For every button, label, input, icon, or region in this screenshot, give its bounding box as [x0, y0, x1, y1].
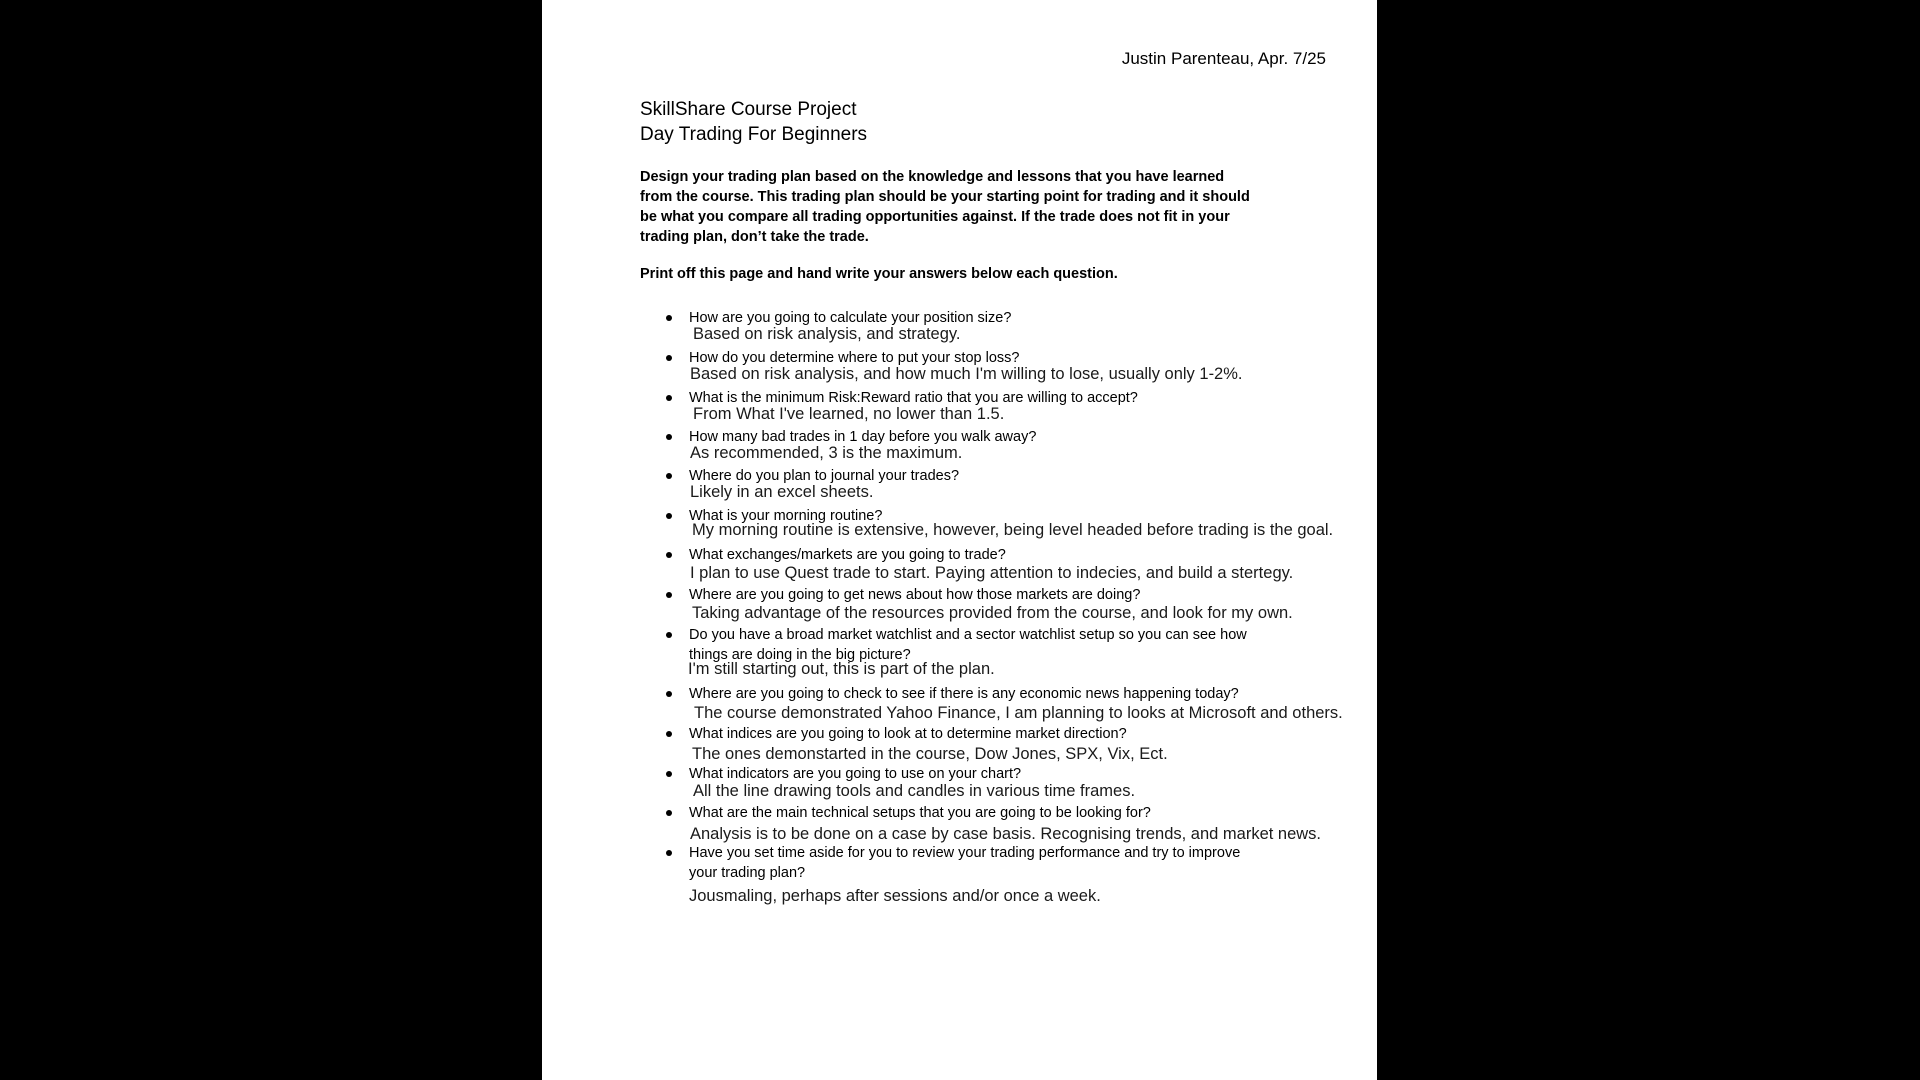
answer-text: I'm still starting out, this is part of the plan.: [688, 660, 995, 678]
author-date-line: Justin Parenteau, Apr. 7/25: [1121, 49, 1326, 68]
question-text: Where are you going to check to see if there is any economic news happening today?: [689, 686, 1239, 702]
bullet-icon: [666, 513, 672, 519]
bullet-icon: [666, 731, 672, 737]
title-line-2: Day Trading For Beginners: [640, 124, 868, 145]
question-text: What exchanges/markets are you going to trade?: [689, 547, 1006, 563]
intro-line: from the course. This trading plan should be your starting point for trading and it should: [640, 189, 1250, 205]
bullet-icon: [666, 691, 672, 697]
question-text: things are doing in the big picture?: [689, 647, 911, 663]
title-line-1: SkillShare Course Project: [640, 99, 857, 120]
question-text: your trading plan?: [689, 865, 806, 881]
question-text: What is the minimum Risk:Reward ratio that you are willing to accept?: [689, 390, 1138, 406]
list-item: [640, 625, 1370, 681]
intro-line: Design your trading plan based on the knowledge and lessons that you have learned: [640, 169, 1225, 185]
bullet-icon: [666, 632, 672, 638]
question-text: Where do you plan to journal your trades?: [689, 468, 960, 484]
list-item: [640, 348, 1370, 384]
instruction-line: Print off this page and hand write your answers below each question.: [640, 266, 1118, 282]
answer-text: Jousmaling, perhaps after sessions and/or once a week.: [689, 887, 1101, 905]
answer-text: Likely in an excel sheets.: [690, 483, 874, 501]
list-item: [640, 803, 1370, 843]
answer-text: The ones demonstarted in the course, Dow Jones, SPX, Vix, Ect.: [692, 745, 1168, 763]
answer-text: Analysis is to be done on a case by case basis. Recognising trends, and market news.: [690, 825, 1322, 843]
bullet-icon: [666, 434, 672, 440]
bullet-icon: [666, 850, 672, 856]
question-text: What are the main technical setups that you are going to be looking for?: [689, 805, 1151, 821]
bullet-icon: [666, 592, 672, 598]
answer-text: Based on risk analysis, and how much I'm willing to lose, usually only 1-2%.: [690, 365, 1243, 383]
intro-line: be what you compare all trading opportunities against. If the trade does not fit in your: [640, 209, 1230, 225]
question-text: How many bad trades in 1 day before you walk away?: [689, 429, 1037, 445]
question-text: What indicators are you going to use on your chart?: [689, 766, 1022, 782]
answer-text: Taking advantage of the resources provided from the course, and look for my own.: [692, 604, 1293, 622]
intro-paragraph: [640, 167, 1280, 247]
bullet-icon: [666, 395, 672, 401]
answer-text: The course demonstrated Yahoo Finance, I am planning to looks at Microsoft and others.: [694, 704, 1343, 722]
list-item: [640, 506, 1370, 542]
question-text: What indices are you going to look at to determine market direction?: [689, 726, 1127, 742]
document-page: [542, 0, 1377, 1080]
bullet-icon: [666, 771, 672, 777]
list-item: [640, 843, 1370, 907]
question-text: How are you going to calculate your position size?: [689, 310, 1012, 326]
answer-text: My morning routine is extensive, however, being level headed before trading is the goal.: [692, 521, 1334, 539]
question-text: How do you determine where to put your stop loss?: [689, 350, 1020, 366]
answer-text: From What I've learned, no lower than 1.5.: [693, 405, 1005, 423]
bullet-icon: [666, 810, 672, 816]
list-item: [640, 388, 1370, 424]
bullet-icon: [666, 473, 672, 479]
list-item: [640, 545, 1370, 585]
question-text: Have you set time aside for you to review your trading performance and try to improve: [689, 845, 1241, 861]
list-item: [640, 427, 1370, 463]
page-title: [640, 97, 867, 147]
list-item: [640, 466, 1370, 502]
answer-text: Based on risk analysis, and strategy.: [693, 325, 961, 343]
list-item: [640, 585, 1370, 621]
answer-text: All the line drawing tools and candles in various time frames.: [693, 782, 1136, 800]
bullet-icon: [666, 355, 672, 361]
answer-text: As recommended, 3 is the maximum.: [690, 444, 963, 462]
list-item: [640, 684, 1370, 724]
question-text: What is your morning routine?: [689, 508, 883, 524]
question-text: Do you have a broad market watchlist and a sector watchlist setup so you can see how: [689, 627, 1247, 643]
list-item: [640, 764, 1370, 800]
bullet-icon: [666, 315, 672, 321]
answer-text: I plan to use Quest trade to start. Paying attention to indecies, and build a stertegy.: [690, 564, 1294, 582]
list-item: [640, 308, 1370, 344]
question-text: Where are you going to get news about how those markets are doing?: [689, 587, 1141, 603]
bullet-icon: [666, 552, 672, 558]
list-item: [640, 724, 1370, 764]
intro-line: trading plan, don’t take the trade.: [640, 229, 869, 245]
